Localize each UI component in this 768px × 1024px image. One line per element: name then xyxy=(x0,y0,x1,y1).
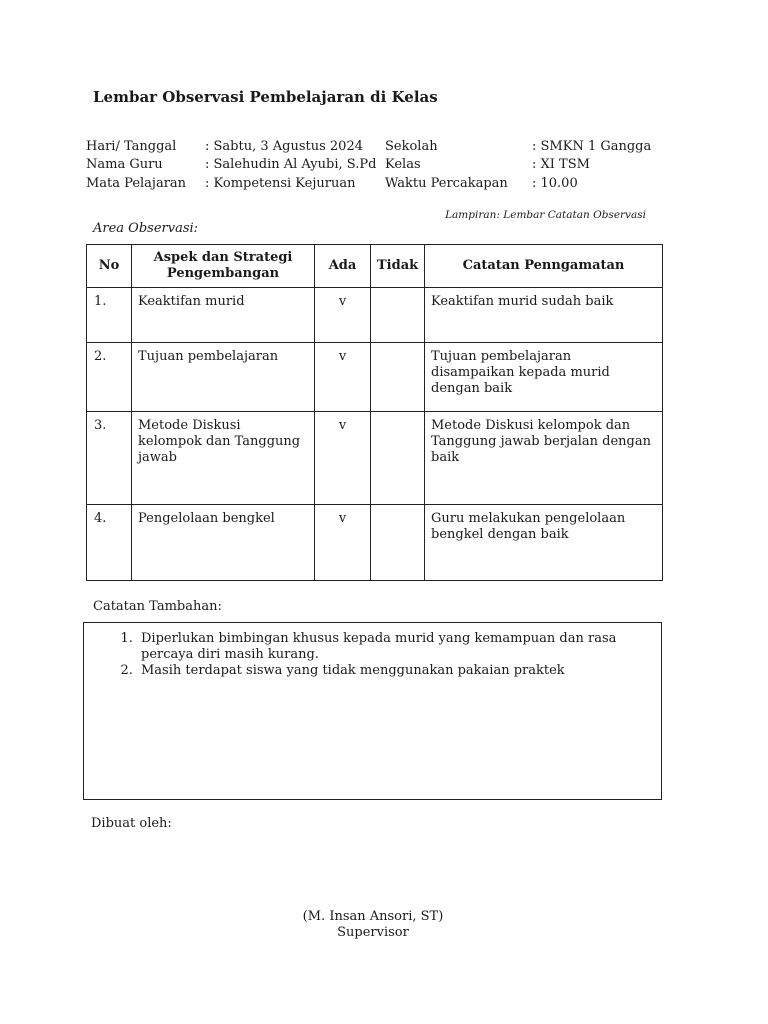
signature-role: Supervisor xyxy=(337,925,409,940)
observation-table xyxy=(86,244,663,581)
cell-aspek: Metode Diskusi kelompok dan Tanggung jawab xyxy=(132,412,315,505)
cell-catatan: Guru melakukan pengelolaan bengkel dengan baik xyxy=(425,505,663,581)
table-row xyxy=(87,412,663,505)
cell-aspek: Keaktifan murid xyxy=(132,288,315,343)
cell-no: 4. xyxy=(87,505,132,581)
list-item: 1. Diperlukan bimbingan khusus kepada murid yang kemampuan dan rasa percaya diri masih kurang. xyxy=(137,631,653,663)
cell-catatan: Metode Diskusi kelompok dan Tanggung jawab berjalan dengan baik xyxy=(425,412,663,505)
list-item: 2. Masih terdapat siswa yang tidak menggunakan pakaian praktek xyxy=(137,663,653,679)
cell-tidak xyxy=(371,288,425,343)
cell-catatan: Keaktifan murid sudah baik xyxy=(425,288,663,343)
cell-aspek: Tujuan pembelajaran xyxy=(132,343,315,412)
header-tidak: Tidak xyxy=(371,245,425,288)
signature-name: (M. Insan Ansori, ST) xyxy=(302,909,444,924)
info-label: Sekolah xyxy=(385,139,438,154)
info-label: Waktu Percakapan xyxy=(385,176,508,191)
table-header-row xyxy=(87,245,663,288)
cell-ada: v xyxy=(315,343,371,412)
info-value: : XI TSM xyxy=(532,157,590,172)
info-value: : Sabtu, 3 Agustus 2024 xyxy=(205,139,363,154)
info-value: : 10.00 xyxy=(532,176,578,191)
header-catatan: Catatan Penngamatan xyxy=(425,245,663,288)
info-label: Hari/ Tanggal xyxy=(86,139,177,154)
cell-ada: v xyxy=(315,505,371,581)
cell-no: 2. xyxy=(87,343,132,412)
table-row xyxy=(87,288,663,343)
info-row-mapel xyxy=(86,176,646,195)
info-label: Mata Pelajaran xyxy=(86,176,187,191)
table-row xyxy=(87,505,663,581)
cell-ada: v xyxy=(315,288,371,343)
document-title: Lembar Observasi Pembelajaran di Kelas xyxy=(93,88,438,106)
dibuat-oleh-label: Dibuat oleh: xyxy=(91,816,172,831)
header-ada: Ada xyxy=(315,245,371,288)
cell-tidak xyxy=(371,343,425,412)
catatan-list xyxy=(84,631,661,679)
area-observasi-label: Area Observasi: xyxy=(93,221,199,236)
cell-catatan: Tujuan pembelajaran disampaikan kepada murid dengan baik xyxy=(425,343,663,412)
catatan-tambahan-label: Catatan Tambahan: xyxy=(93,599,222,614)
catatan-tambahan-box xyxy=(83,622,662,800)
info-value: : Salehudin Al Ayubi, S.Pd xyxy=(205,157,377,172)
header-no: No xyxy=(87,245,132,288)
info-label: Kelas xyxy=(385,157,421,172)
info-value: : Kompetensi Kejuruan xyxy=(205,176,356,191)
signature-block xyxy=(0,909,746,941)
cell-ada: v xyxy=(315,412,371,505)
cell-tidak xyxy=(371,505,425,581)
info-label: Nama Guru xyxy=(86,157,163,172)
cell-aspek: Pengelolaan bengkel xyxy=(132,505,315,581)
cell-tidak xyxy=(371,412,425,505)
info-row-guru xyxy=(86,157,646,176)
cell-no: 1. xyxy=(87,288,132,343)
info-value: : SMKN 1 Gangga xyxy=(532,139,652,154)
lampiran-note: Lampiran: Lembar Catatan Observasi xyxy=(445,209,646,221)
info-row-hari xyxy=(86,139,652,158)
header-aspek: Aspek dan Strategi Pengembangan xyxy=(132,245,315,288)
table-row xyxy=(87,343,663,412)
cell-no: 3. xyxy=(87,412,132,505)
